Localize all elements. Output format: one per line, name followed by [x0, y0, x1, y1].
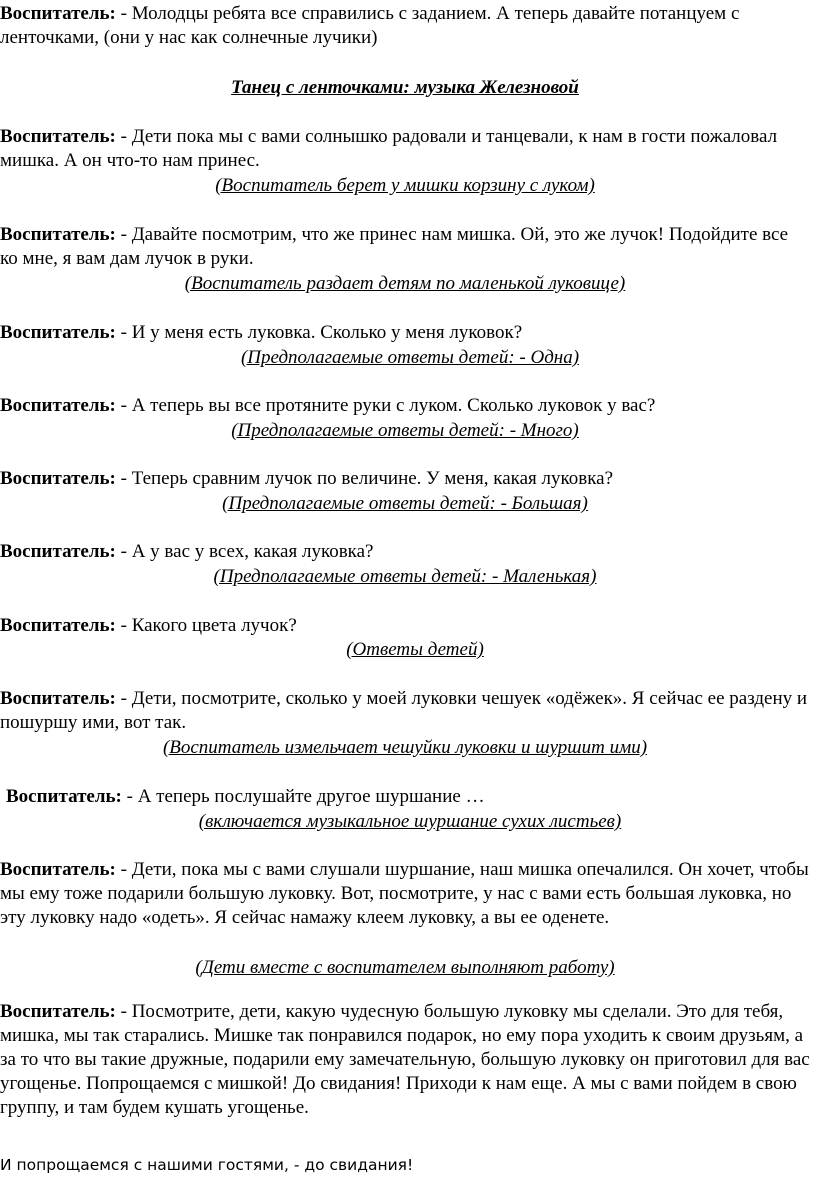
paragraph-5 [0, 394, 810, 418]
speaker-label: Воспитатель: [0, 126, 116, 147]
paragraph-text: - Дети пока мы с вами солнышко радовали и танцевали, к нам в гости пожаловал мишка. А он что-то нам принес. [0, 126, 778, 171]
paragraph-10 [6, 785, 816, 809]
stage-note: (Дети вместе с воспитателем выполняют работу) [195, 957, 615, 978]
paragraph-2 [0, 125, 810, 173]
paragraph-6 [0, 467, 810, 491]
paragraph-9 [0, 687, 810, 735]
closing-line: И попрощаемся с нашими гостями, - до свидания! [0, 1156, 414, 1174]
speaker-label: Воспитатель: [0, 615, 116, 636]
paragraph-8 [0, 614, 810, 638]
paragraph-text: - А у вас у всех, какая луковка? [115, 541, 374, 562]
paragraph-text: - Давайте посмотрим, что же принес нам мишка. Ой, это же лучок! Подойдите все ко мне, я вам дам лучок в руки. [0, 224, 789, 269]
stage-note: (Предполагаемые ответы детей: - Одна) [240, 347, 580, 368]
speaker-label: Воспитатель: [0, 859, 116, 880]
stage-note: (Воспитатель раздает детям по маленькой луковице) [184, 273, 626, 294]
paragraph-text: - Какого цвета лучок? [115, 615, 297, 636]
paragraph-7 [0, 540, 810, 564]
paragraph-text: - Дети, посмотрите, сколько у моей луковки чешуек «одёжек». Я сейчас ее раздену и пошуршу ими, вот так. [0, 688, 808, 733]
paragraph-1 [0, 2, 810, 50]
stage-note: (Предполагаемые ответы детей: - Маленькая) [213, 566, 597, 587]
speaker-label: Воспитатель: [0, 688, 116, 709]
stage-note: (Предполагаемые ответы детей: - Много) [231, 420, 579, 441]
stage-note: (Воспитатель измельчает чешуйки луковки и шуршит ими) [162, 737, 648, 758]
paragraph-text: - Дети, пока мы с вами слушали шуршание, наш мишка опечалился. Он хочет, чтобы мы ему тоже подарили большую луковку. Вот, посмотрите, у нас с вами есть большая луковка, но эту луковку надо «одеть». Я сейчас намажу клеем луковку, а вы ее оденете. [0, 859, 809, 928]
speaker-label: Воспитатель: [0, 3, 116, 24]
speaker-label: Воспитатель: [0, 468, 116, 489]
dance-title: Танец с ленточками: музыка Железновой [231, 77, 579, 98]
speaker-label: Воспитатель: [0, 395, 116, 416]
stage-note: (Воспитатель берет у мишки корзину с луком) [215, 175, 595, 196]
paragraph-text: - Посмотрите, дети, какую чудесную большую луковку мы сделали. Это для тебя, мишка, мы так старались. Мишке так понравился подарок, но ему пора уходить к своим друзьям, а за то что вы такие дружные, подарили ему замечательную, большую луковку он приготовил для вас угощенье. Попрощаемся с мишкой! До свидания! Приходи к нам еще. А мы с вами пойдем в свою группу, и там будем кушать угощенье. [0, 1001, 810, 1118]
stage-note: (Ответы детей) [346, 639, 484, 660]
stage-note: (Предполагаемые ответы детей: - Большая) [222, 493, 588, 514]
paragraph-11 [0, 858, 810, 930]
paragraph-3 [0, 223, 810, 271]
paragraph-text: - А теперь послушайте другое шуршание … [121, 786, 485, 807]
paragraph-text: - А теперь вы все протяните руки с луком. Сколько луковок у вас? [115, 395, 656, 416]
stage-note: (включается музыкальное шуршание сухих листьев) [198, 811, 622, 832]
speaker-label: Воспитатель: [0, 541, 116, 562]
speaker-label: Воспитатель: [0, 322, 116, 343]
paragraph-12 [0, 1000, 810, 1120]
speaker-label: Воспитатель: [6, 786, 122, 807]
paragraph-text: - И у меня есть луковка. Сколько у меня луковок? [115, 322, 523, 343]
speaker-label: Воспитатель: [0, 1001, 116, 1022]
paragraph-text: - Теперь сравним лучок по величине. У меня, какая луковка? [115, 468, 614, 489]
paragraph-text: - Молодцы ребята все справились с заданием. А теперь давайте потанцуем с ленточками, (они у нас как солнечные лучики) [0, 3, 740, 48]
paragraph-4 [0, 321, 810, 345]
speaker-label: Воспитатель: [0, 224, 116, 245]
